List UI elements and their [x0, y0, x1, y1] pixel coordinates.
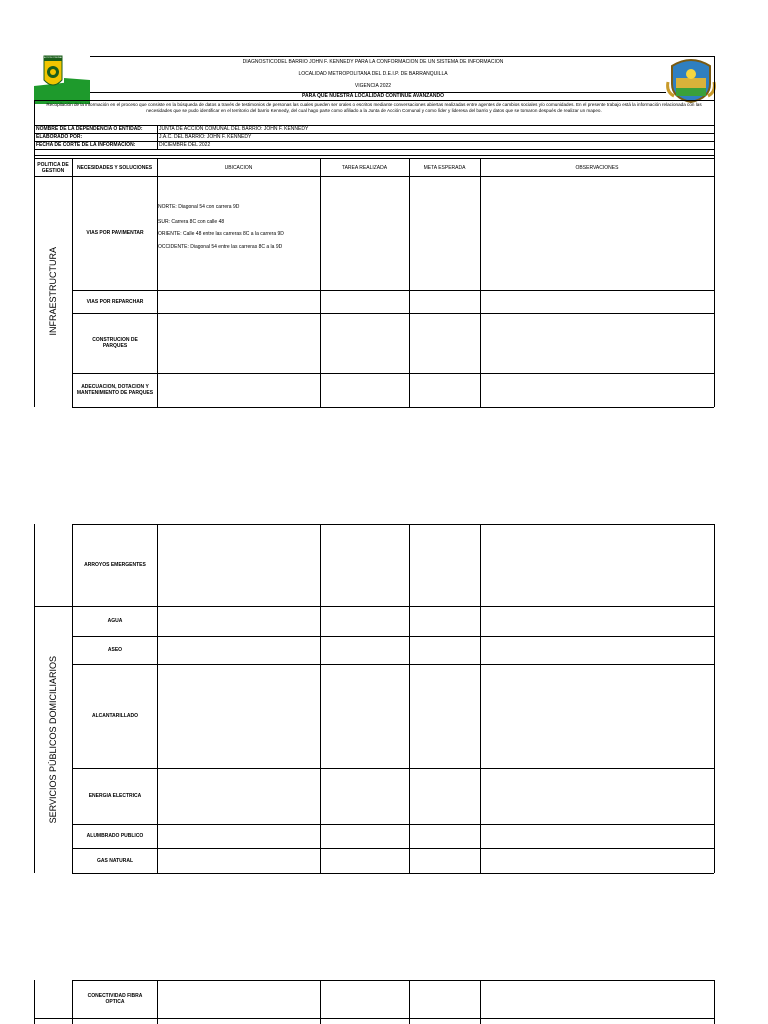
col-header-tarea: TAREA REALIZADA — [341, 164, 388, 171]
header-title-line1: DIAGNOSTICODEL BARRIO JOHN F. KENNEDY PARA LA CONFORMACION DE UN SISTEMA DE INFORMACION — [242, 59, 504, 65]
ubicacion-occidente: OCCIDENTE: Diagonal 54 entre las carreras 8C a la 9D — [158, 244, 283, 250]
intro-text: Recopilación de la información en el proceso que consiste en la búsqueda de datos a través de testimonios de personas las cuales pueden ser orales o escritos mediante conversaciones abiertas realizadas entre agentes de cambios sociales y/o comunidades. En el presente trabajo está la información relacionada con las necesidades que se pudo identificar en el territorio del barrio Kennedy, del cual hago parte como afiliado a la Junta de Acción Comunal y como líder y lideresa del barrio y datos que se tomaron después de realizar un mapeo. — [46, 102, 702, 113]
col-header-meta: META ESPERADA — [423, 164, 466, 171]
section-servicios-label: SERVICIOS PÚBLICOS DOMICILIARIOS — [48, 655, 58, 824]
left-logo — [34, 54, 90, 104]
header-title-line3: VIGENCIA 2022 — [354, 83, 392, 89]
info-label-elaborado: ELABORADO POR: — [36, 134, 83, 140]
section-servicios — [34, 606, 72, 873]
ubicacion-oriente: ORIENTE: Calle 48 entre las carreras 8C a la carrera 9D — [158, 231, 284, 237]
header-slogan: PARA QUE NUESTRA LOCALIDAD CONTINUE AVANZANDO — [302, 93, 444, 99]
section-infraestructura-label: INFRAESTRUCTURA — [48, 247, 58, 336]
col-header-observaciones: OBSERVACIONES — [575, 164, 619, 171]
row-energia: ENERGIA ELECTRICA — [88, 793, 142, 799]
info-value-entidad: JUNTA DE ACCION COMUNAL DEL BARRIO: JOHN F. KENNEDY — [159, 126, 309, 132]
row-gas: GAS NATURAL — [96, 857, 133, 864]
ubicacion-norte: NORTE: Diagonal 54 con carrera 9D — [158, 204, 240, 210]
col-header-politica: POLITICA DE GESTION — [37, 161, 69, 174]
row-adecuacion-parques: ADECUACION, DOTACION Y MANTENIMIENTO DE PARQUES — [76, 384, 154, 396]
left-logo-text: ACCION COMUNAL — [44, 57, 62, 59]
row-alumbrado: ALUMBRADO PUBLICO — [86, 833, 144, 839]
row-arroyos: ARROYOS EMERGENTES — [84, 562, 146, 568]
row-construcion-parques: CONSTRUCION DE PARQUES — [92, 337, 138, 349]
info-label-fecha: FECHA DE CORTE DE LA INFORMACION: — [36, 142, 136, 148]
info-label-entidad: NOMBRE DE LA DEPENDENCIA O ENTIDAD: — [36, 126, 143, 132]
row-alcantarillado: ALCANTARILLADO — [91, 713, 138, 719]
header-title-line2: LOCALIDAD METROPOLITANA DEL D.E.I.P. DE BARRANQUILLA — [298, 71, 448, 77]
row-vias-pavimentar: VIAS POR PAVIMENTAR — [86, 230, 144, 236]
info-value-fecha: DICIEMBRE DEL 2022 — [159, 142, 211, 148]
row-agua: AGUA — [107, 618, 123, 624]
col-header-necesidades: NECESIDADES Y SOLUCIONES — [76, 164, 153, 171]
row-conectividad: CONECTIVIDAD FIBRA OPTICA — [87, 993, 143, 1005]
right-logo-shield — [666, 56, 716, 104]
row-aseo: ASEO — [107, 647, 123, 653]
col-header-ubicacion: UBICACION — [224, 164, 253, 171]
ubicacion-sur: SUR: Carrera 8C con calle 48 — [158, 219, 225, 225]
section-infraestructura — [34, 176, 72, 407]
info-value-elaborado: J.A.C. DEL BARRIO: JOHN F. KENNEDY — [159, 134, 252, 140]
row-vias-reparchar: VIAS POR REPARCHAR — [86, 298, 144, 305]
